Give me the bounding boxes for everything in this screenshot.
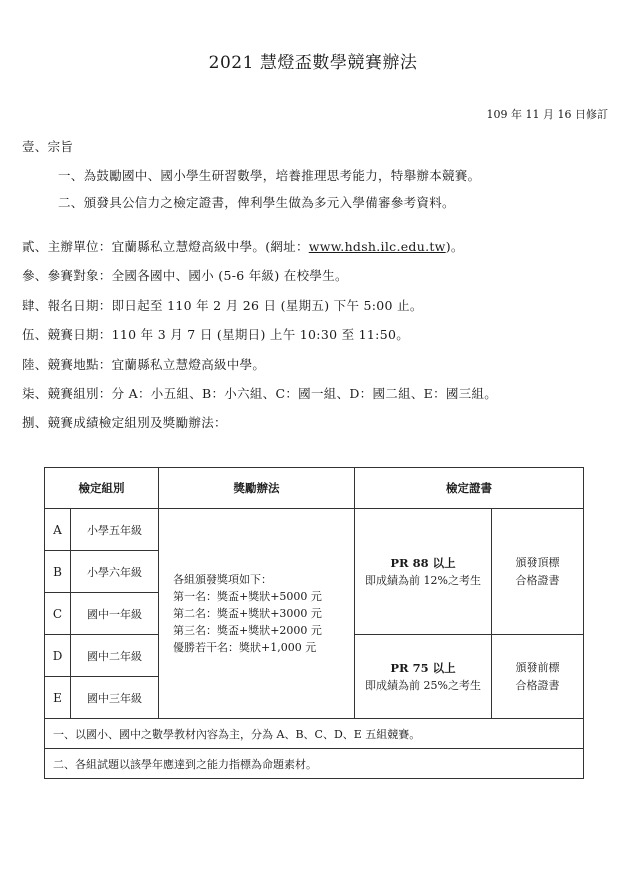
table-note-row — [45, 719, 584, 749]
award-line: 第一名：獎盃+獎狀+5000 元 — [173, 590, 322, 603]
group-grade: 小學六年級 — [71, 551, 159, 593]
tier1-criteria — [355, 509, 492, 635]
table-note-row — [45, 749, 584, 779]
table-note-2: 二、各組試題以該學年應達到之能力指標為命題素材。 — [45, 749, 584, 779]
section-purpose-heading: 壹、宗旨 — [22, 139, 74, 154]
website-link[interactable]: www.hdsh.ilc.edu.tw — [308, 239, 446, 254]
tier2-pr: PR 75 以上 — [390, 660, 456, 675]
tier2-certificate — [492, 635, 584, 719]
award-line: 第二名：獎盃+獎狀+3000 元 — [173, 607, 322, 620]
header-certificate: 檢定證書 — [355, 468, 584, 509]
group-grade: 國中二年級 — [71, 635, 159, 677]
table-row — [45, 509, 584, 551]
header-group: 檢定組別 — [45, 468, 159, 509]
section-awards-heading: 捌、競賽成績檢定組別及獎勵辦法： — [22, 415, 227, 430]
page-title: 2021 慧燈盃數學競賽辦法 — [208, 53, 418, 73]
section-organizer — [22, 237, 464, 255]
group-letter: D — [45, 635, 71, 677]
section-venue: 陸、競賽地點：宜蘭縣私立慧燈高級中學。 — [22, 357, 266, 372]
tier1-pr: PR 88 以上 — [390, 555, 456, 570]
group-letter: C — [45, 593, 71, 635]
group-grade: 小學五年級 — [71, 509, 159, 551]
section-registration-date: 肆、報名日期：即日起至 110 年 2 月 26 日 (星期五) 下午 5:00 止。 — [22, 298, 423, 313]
tier2-cert-line1: 頒發前標 — [515, 660, 560, 674]
section-groups: 柒、競賽組別：分 A：小五組、B：小六組、C：國一組、D：國二組、E：國三組。 — [22, 386, 498, 401]
table-note-1: 一、以國小、國中之數學教材內容為主，分為 A、B、C、D、E 五組競賽。 — [45, 719, 584, 749]
organizer-text: 貳、主辦單位：宜蘭縣私立慧燈高級中學。(網址： — [22, 239, 309, 254]
award-details — [159, 509, 355, 719]
group-letter: A — [45, 509, 71, 551]
section-participants: 參、參賽對象：全國各國中、國小 (5-6 年級) 在校學生。 — [22, 268, 348, 283]
tier2-desc: 即成績為前 25%之考生 — [365, 678, 481, 692]
revision-date: 109 年 11 月 16 日修訂 — [486, 108, 608, 121]
purpose-item-1: 一、為鼓勵國中、國小學生研習數學，培養推理思考能力，特舉辦本競賽。 — [58, 168, 481, 183]
group-letter: E — [45, 677, 71, 719]
purpose-item-2: 二、頒發具公信力之檢定證書，俾利學生做為多元入學備審參考資料。 — [58, 195, 455, 210]
organizer-suffix: )。 — [445, 239, 464, 254]
table-header-row — [45, 468, 584, 509]
award-line: 各組頒發獎項如下： — [173, 573, 272, 586]
group-letter: B — [45, 551, 71, 593]
tier1-desc: 即成績為前 12%之考生 — [365, 573, 481, 587]
tier1-cert-line2: 合格證書 — [515, 573, 560, 587]
tier1-cert-line1: 頒發頂標 — [515, 555, 560, 569]
awards-table — [44, 467, 584, 779]
group-grade: 國中三年級 — [71, 677, 159, 719]
award-line: 第三名：獎盃+獎狀+2000 元 — [173, 624, 322, 637]
group-grade: 國中一年級 — [71, 593, 159, 635]
tier2-criteria — [355, 635, 492, 719]
tier2-cert-line2: 合格證書 — [515, 678, 560, 692]
header-award: 獎勵辦法 — [159, 468, 355, 509]
award-line: 優勝若干名：獎狀+1,000 元 — [173, 641, 317, 654]
tier1-certificate — [492, 509, 584, 635]
section-competition-date: 伍、競賽日期：110 年 3 月 7 日 (星期日) 上午 10:30 至 11:50。 — [22, 327, 409, 342]
